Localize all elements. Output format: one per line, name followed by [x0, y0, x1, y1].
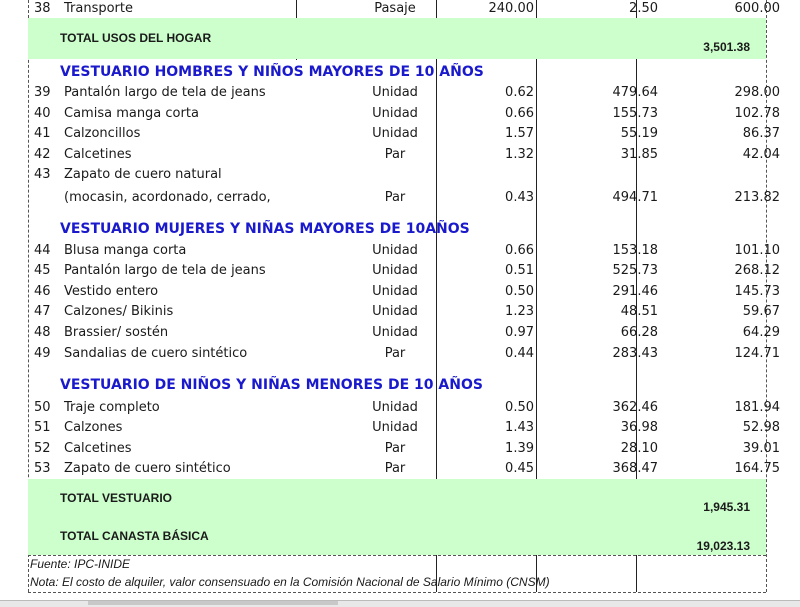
row-unit: Unidad: [372, 85, 418, 100]
row-value: 102.78: [734, 106, 780, 121]
total-vestuario-band: [28, 479, 766, 519]
row-number: 43: [34, 167, 51, 182]
row-number: 46: [34, 284, 51, 299]
row-description: Brassier/ sostén: [64, 325, 169, 340]
row-number: 48: [34, 325, 51, 340]
row-price: 362.46: [612, 400, 658, 415]
row-description: Transporte: [64, 1, 133, 16]
footer-fuente: Fuente: IPC-INIDE: [30, 557, 131, 571]
row-value: 213.82: [734, 190, 780, 205]
row-number: 38: [34, 1, 51, 16]
row-number: 53: [34, 461, 51, 476]
row-number: 52: [34, 441, 51, 456]
row-price: 55.19: [620, 126, 658, 141]
total-canasta-label: TOTAL CANASTA BÁSICA: [60, 529, 209, 543]
row-description: Calcetines: [64, 441, 132, 456]
total-hogar-label: TOTAL USOS DEL HOGAR: [60, 31, 212, 45]
row-unit: Unidad: [372, 106, 418, 121]
row-price: 283.43: [612, 346, 658, 361]
row-price: 36.98: [620, 420, 658, 435]
row-quantity: 1.32: [505, 147, 534, 162]
row-description: Calcetines: [64, 147, 132, 162]
scrollbar-thumb[interactable]: [88, 601, 338, 605]
row-quantity: 0.97: [505, 325, 534, 340]
row-number: 49: [34, 346, 51, 361]
row-value: 39.01: [742, 441, 780, 456]
row-number: 42: [34, 147, 51, 162]
row-price: 2.50: [629, 1, 658, 16]
row-value: 52.98: [742, 420, 780, 435]
total-hogar-value: 3,501.38: [703, 40, 750, 54]
row-unit: Unidad: [372, 126, 418, 141]
row-quantity: 1.57: [505, 126, 534, 141]
row-number: 40: [34, 106, 51, 121]
row-quantity: 240.00: [488, 1, 534, 16]
row-price: 31.85: [620, 147, 658, 162]
row-number: 50: [34, 400, 51, 415]
row-unit: Par: [384, 346, 406, 361]
row-description: Traje completo: [64, 400, 160, 415]
row-unit: Unidad: [372, 400, 418, 415]
row-price: 48.51: [620, 304, 658, 319]
row-value: 145.73: [734, 284, 780, 299]
row-value: 42.04: [742, 147, 780, 162]
row-value: 124.71: [734, 346, 780, 361]
row-value: 600.00: [734, 1, 780, 16]
row-quantity: 0.66: [505, 106, 534, 121]
footer-nota: Nota: El costo de alquiler, valor consensuado en la Comisión Nacional de Salario Mínimo (CNSM): [30, 575, 550, 589]
row-description: Blusa manga corta: [64, 243, 187, 258]
row-unit: Unidad: [372, 243, 418, 258]
row-unit: Par: [384, 190, 406, 205]
row-quantity: 1.23: [505, 304, 534, 319]
row-price: 28.10: [620, 441, 658, 456]
row-description: (mocasin, acordonado, cerrado,: [64, 190, 271, 205]
row-unit: Par: [384, 441, 406, 456]
row-description: Vestido entero: [64, 284, 159, 299]
row-quantity: 0.44: [505, 346, 534, 361]
row-unit: Unidad: [372, 420, 418, 435]
row-number: 44: [34, 243, 51, 258]
row-unit: Unidad: [372, 263, 418, 278]
row-value: 298.00: [734, 85, 780, 100]
row-value: 59.67: [742, 304, 780, 319]
row-unit: Pasaje: [374, 1, 416, 16]
row-description: Pantalón largo de tela de jeans: [64, 85, 266, 100]
row-description: Sandalias de cuero sintético: [64, 346, 248, 361]
row-value: 268.12: [734, 263, 780, 278]
row-value: 86.37: [742, 126, 780, 141]
total-canasta-value: 19,023.13: [696, 539, 750, 553]
row-unit: Unidad: [372, 304, 418, 319]
row-quantity: 0.43: [505, 190, 534, 205]
row-quantity: 0.51: [505, 263, 534, 278]
row-price: 291.46: [612, 284, 658, 299]
row-price: 153.18: [612, 243, 658, 258]
row-price: 479.64: [612, 85, 658, 100]
row-quantity: 0.45: [505, 461, 534, 476]
row-price: 494.71: [612, 190, 658, 205]
row-value: 181.94: [734, 400, 780, 415]
row-value: 64.29: [742, 325, 780, 340]
row-unit: Par: [384, 461, 406, 476]
row-number: 45: [34, 263, 51, 278]
row-unit: Unidad: [372, 284, 418, 299]
total-canasta-band: [28, 519, 766, 555]
row-description: Calzones/ Bikinis: [64, 304, 174, 319]
section-title-mujeres: VESTUARIO MUJERES Y NIÑAS MAYORES DE 10AÑOS: [60, 221, 470, 237]
row-description: Calzoncillos: [64, 126, 141, 141]
row-price: 525.73: [612, 263, 658, 278]
row-price: 66.28: [620, 325, 658, 340]
row-number: 39: [34, 85, 51, 100]
row-value: 164.75: [734, 461, 780, 476]
row-unit: Unidad: [372, 325, 418, 340]
row-number: 47: [34, 304, 51, 319]
row-quantity: 1.43: [505, 420, 534, 435]
row-value: 101.10: [734, 243, 780, 258]
row-price: 155.73: [612, 106, 658, 121]
row-unit: Par: [384, 147, 406, 162]
row-description: Pantalón largo de tela de jeans: [64, 263, 266, 278]
row-quantity: 1.39: [505, 441, 534, 456]
row-quantity: 0.62: [505, 85, 534, 100]
row-number: 41: [34, 126, 51, 141]
row-quantity: 0.50: [505, 284, 534, 299]
total-vestuario-label: TOTAL VESTUARIO: [60, 491, 173, 505]
row-quantity: 0.50: [505, 400, 534, 415]
row-price: 368.47: [612, 461, 658, 476]
divider-line: [28, 592, 766, 593]
section-title-hombres: VESTUARIO HOMBRES Y NIÑOS MAYORES DE 10 AÑOS: [60, 64, 484, 80]
divider-line: [28, 555, 766, 556]
row-description: Camisa manga corta: [64, 106, 199, 121]
row-description: Zapato de cuero natural: [64, 167, 222, 182]
row-number: 51: [34, 420, 51, 435]
row-description: Calzones: [64, 420, 123, 435]
row-quantity: 0.66: [505, 243, 534, 258]
total-hogar-band: [28, 18, 766, 59]
total-vestuario-value: 1,945.31: [703, 500, 750, 514]
row-description: Zapato de cuero sintético: [64, 461, 231, 476]
section-title-ninos: VESTUARIO DE NIÑOS Y NIÑAS MENORES DE 10 AÑOS: [60, 377, 483, 393]
